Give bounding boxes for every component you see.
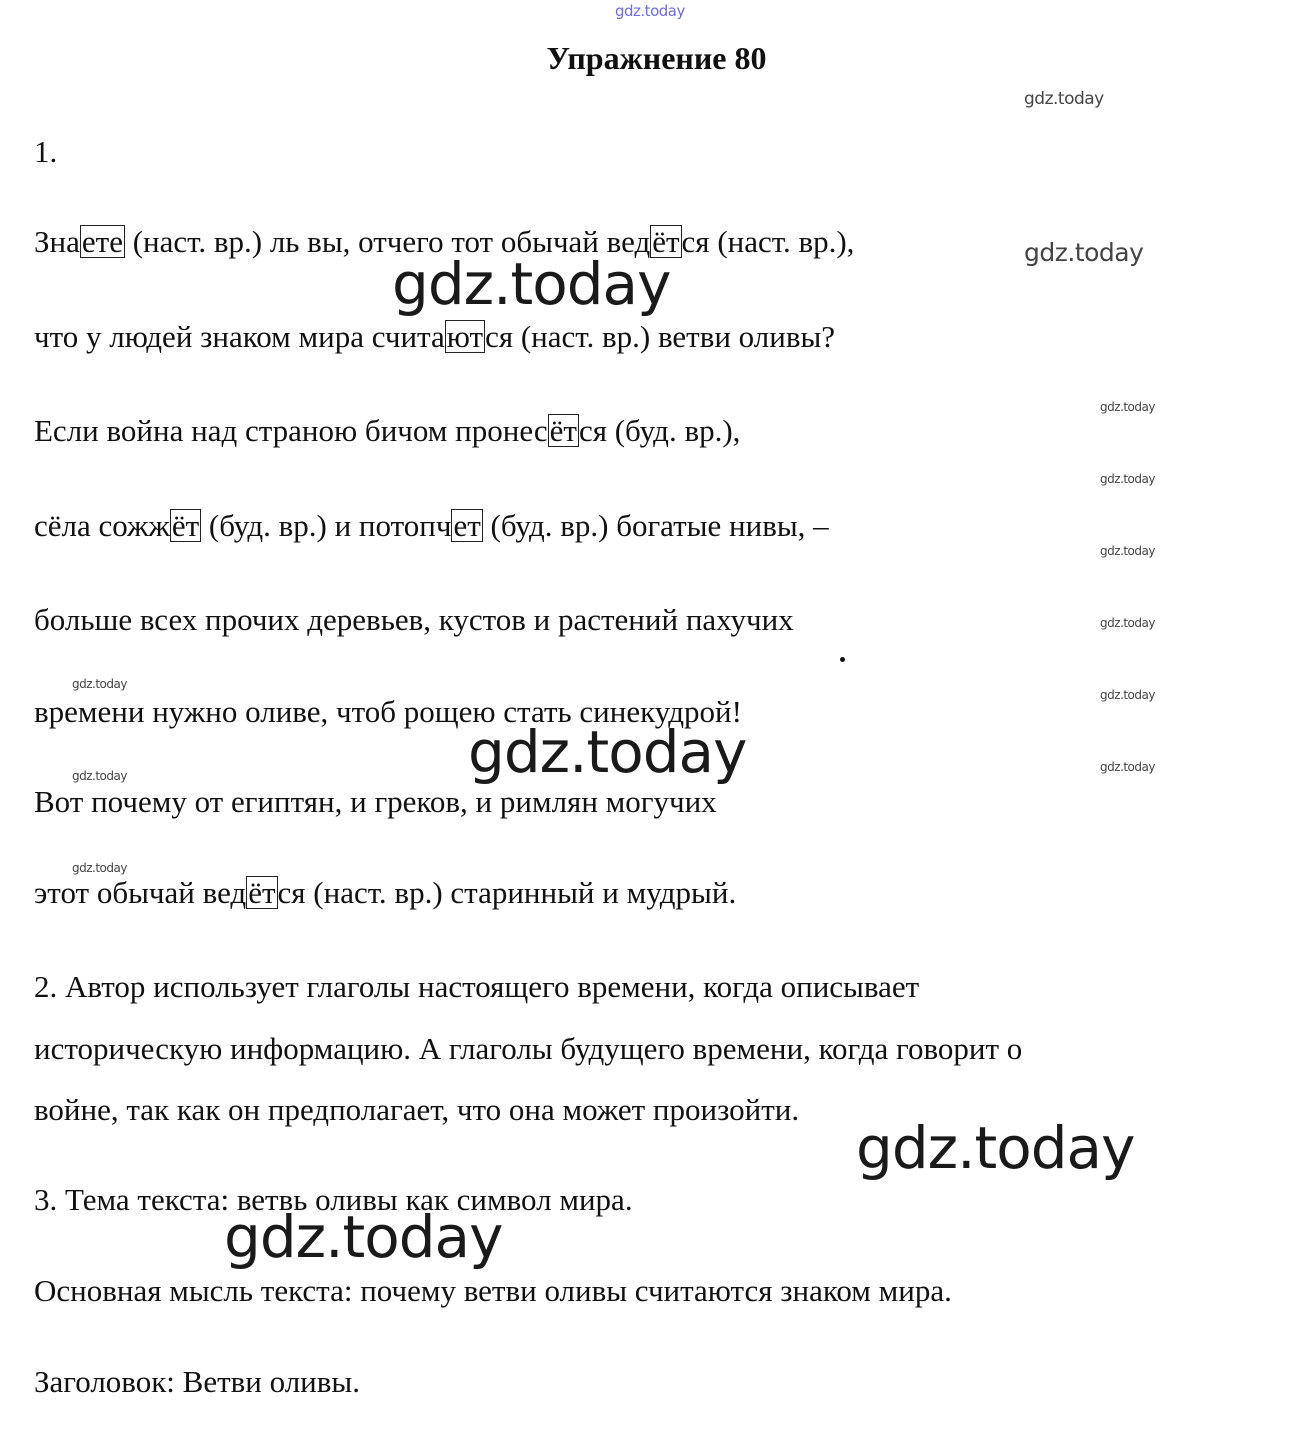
stray-dot [840,657,845,662]
section3-theme: 3. Тема текста: ветвь оливы как символ мира. [34,1182,633,1217]
watermark: gdz.today [72,861,127,875]
section1-label: 1. [34,134,58,169]
ending-box: ет [453,508,481,543]
watermark: gdz.today [1100,760,1155,774]
ending-box: ёт [549,413,577,448]
poem-line: больше всех прочих деревьев, кустов и растений пахучих [34,602,794,637]
page-title: Упражнение 80 [546,40,767,76]
text: (наст. вр.) ль вы, отчего тот обычай вед [124,224,651,259]
poem-line [34,411,740,451]
watermark-top: gdz.today [615,2,685,20]
poem-line: времени нужно оливе, чтоб рощею стать синекудрой! [34,694,742,729]
ending-box: ёт [171,508,200,543]
text: этот обычай вед [34,875,247,910]
watermark-large: gdz.today [856,1114,1135,1182]
watermark-large: gdz.today [392,250,671,318]
watermark: gdz.today [1100,472,1155,486]
ending-box: ете [81,224,123,259]
watermark-large: gdz.today [224,1203,503,1271]
watermark: gdz.today [1100,688,1155,702]
poem-line [34,873,736,913]
text: ся (наст. вр.) ветви оливы? [485,319,836,354]
text: ся (буд. вр.), [578,413,741,448]
text: (буд. вр.) и потопч [201,508,452,543]
poem-line: Вот почему от египтян, и греков, и римлян могучих [34,784,717,819]
text: Зна [34,224,80,259]
watermark: gdz.today [72,677,127,691]
section2-line: войне, так как он предполагает, что она может произойти. [34,1092,800,1127]
section2-line: 2. Автор использует глаголы настоящего времени, когда описывает [34,969,920,1004]
watermark: gdz.today [1024,89,1104,109]
watermark: gdz.today [72,769,127,783]
watermark: gdz.today [1100,616,1155,630]
poem-line [34,317,835,357]
text: ся (наст. вр.) старинный и мудрый. [277,875,737,910]
text: что у людей знаком мира счита [34,319,445,354]
watermark-large: gdz.today [468,718,747,786]
watermark: gdz.today [1100,400,1155,414]
text: ся (наст. вр.), [681,224,855,259]
section2-line: историческую информацию. А глаголы будущего времени, когда говорит о [34,1031,1023,1066]
ending-box: ёт [248,875,276,910]
watermark: gdz.today [1024,238,1144,267]
ending-box: ёт [652,224,680,259]
poem-line [34,222,854,262]
poem-line [34,506,829,546]
text: (буд. вр.) богатые нивы, – [482,508,829,543]
ending-box: ют [446,319,484,354]
section3-heading: Заголовок: Ветви оливы. [34,1364,360,1399]
text: сёла сожж [34,508,170,543]
section3-main-idea: Основная мысль текста: почему ветви оливы считаются знаком мира. [34,1273,952,1308]
watermark: gdz.today [1100,544,1155,558]
text: Если война над страною бичом пронес [34,413,548,448]
